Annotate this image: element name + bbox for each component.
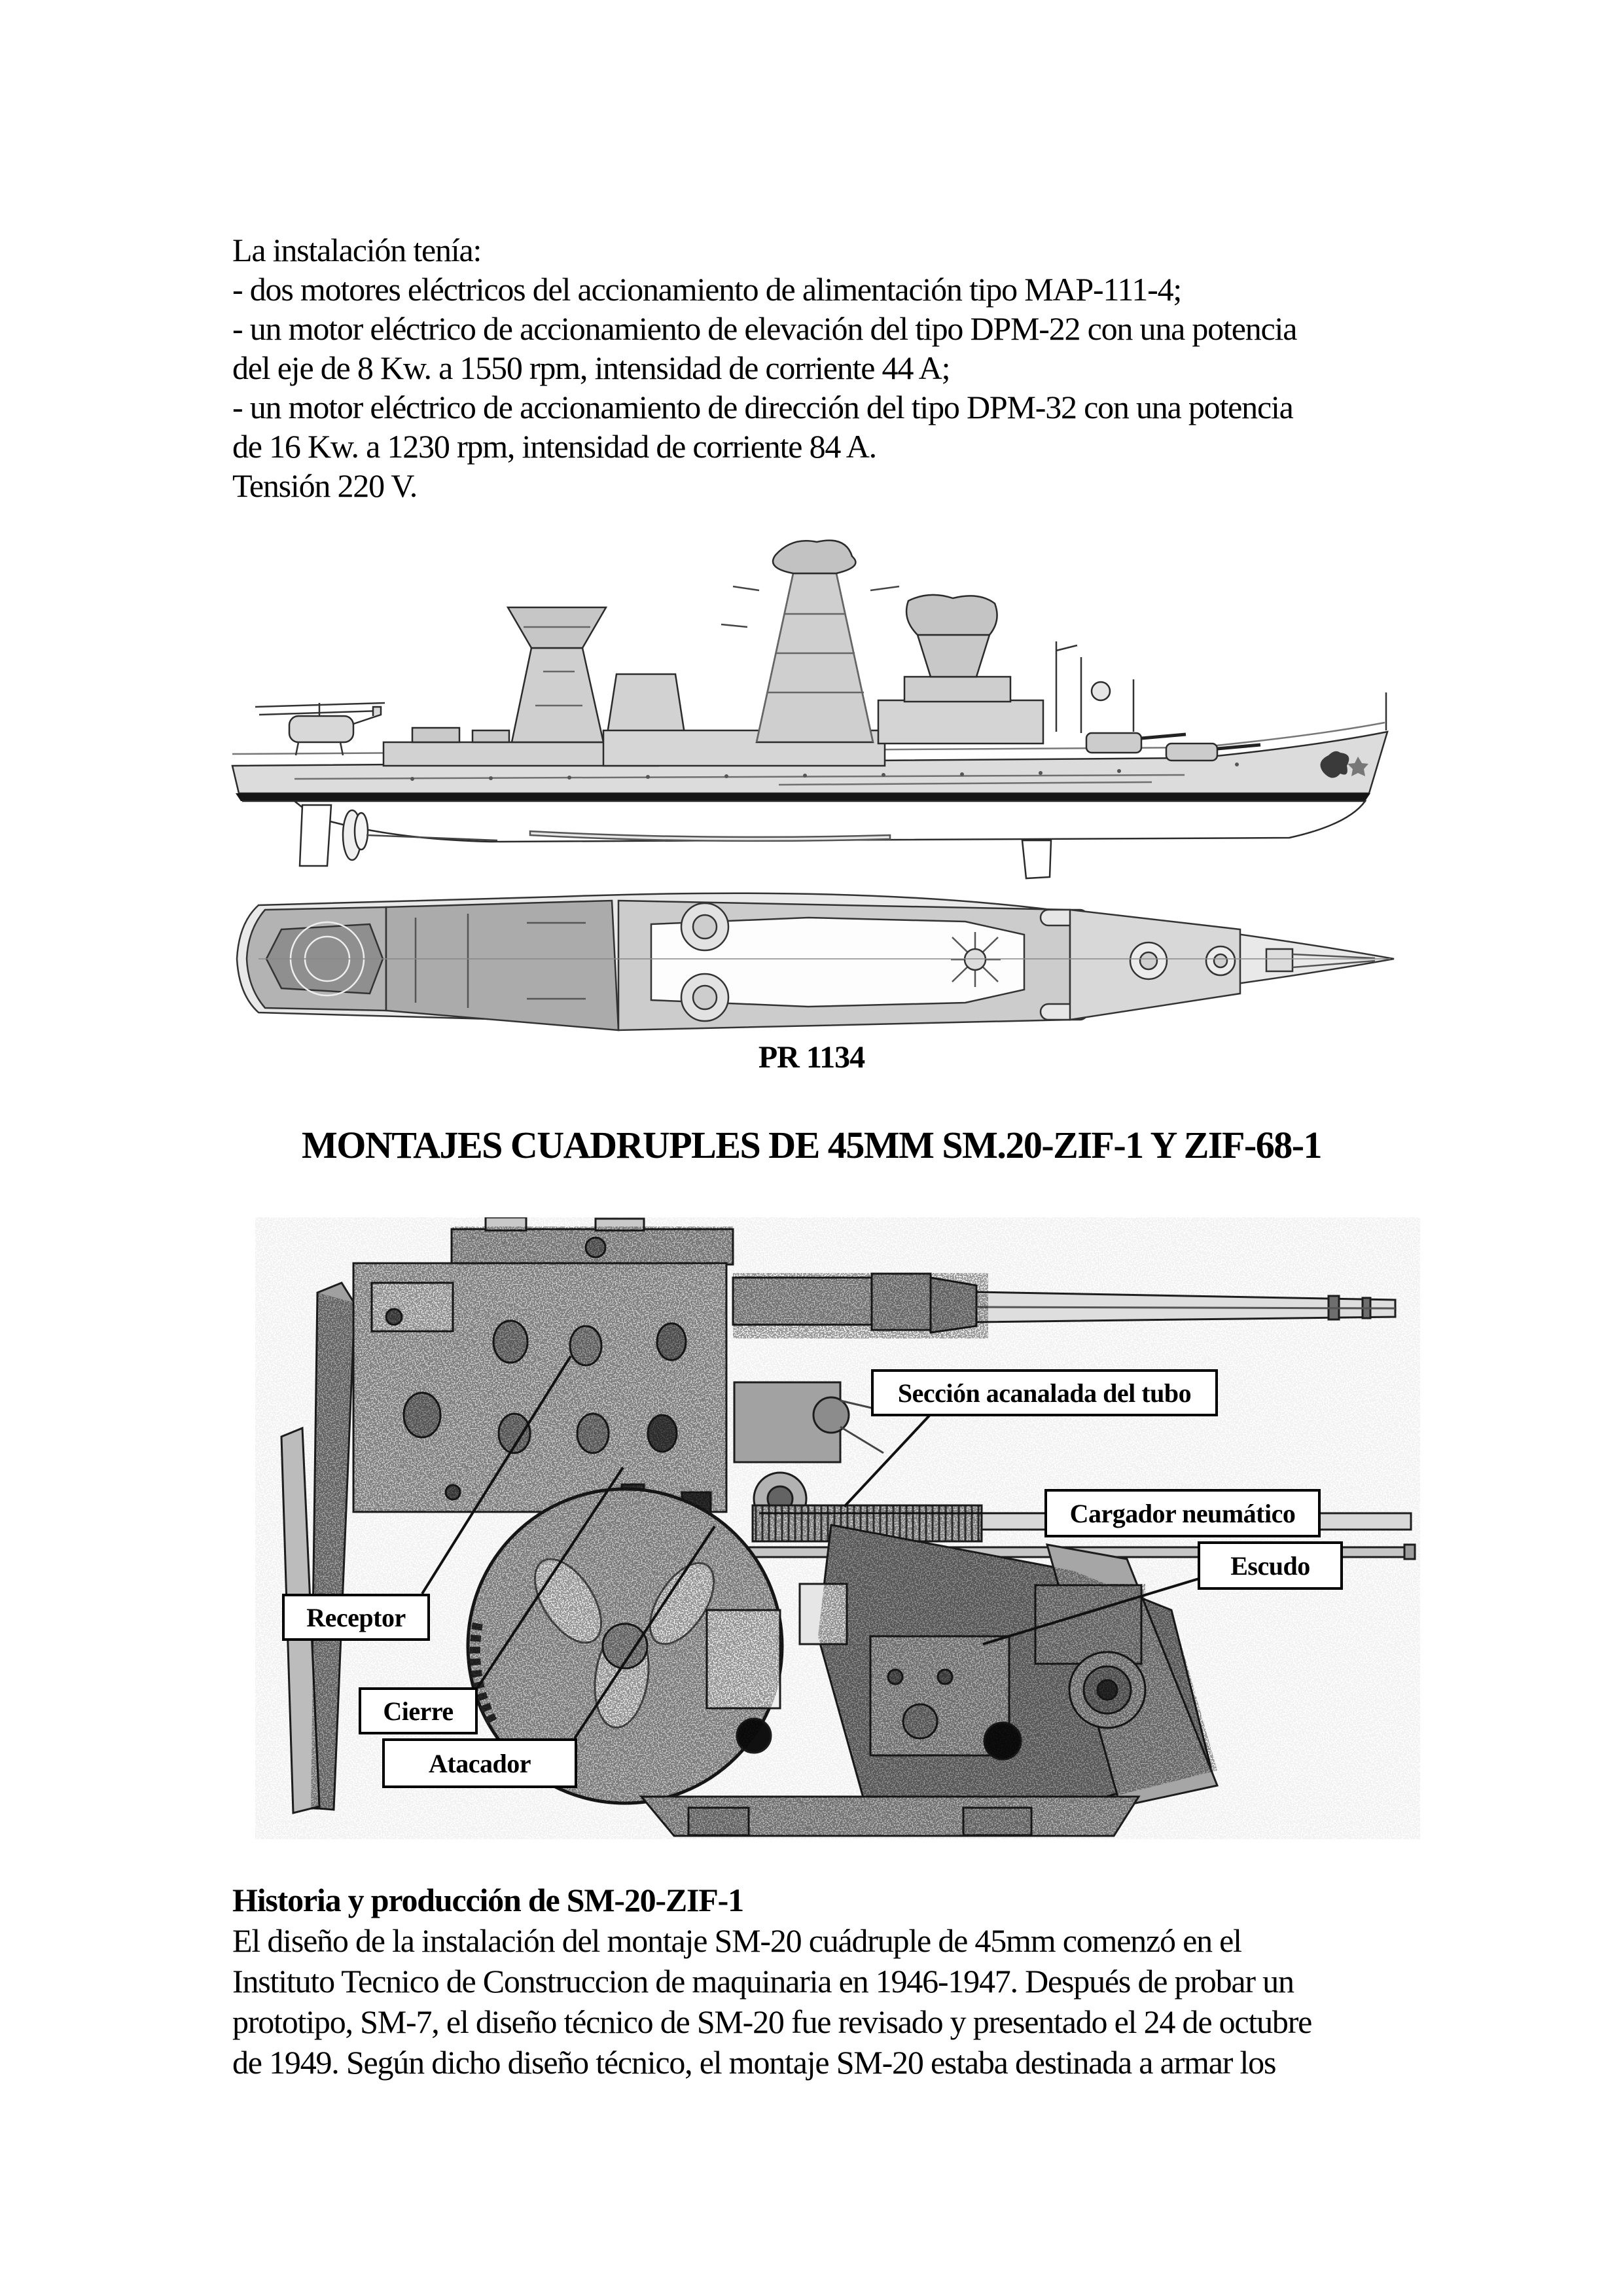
label-barrel-fluted-section: Sección acanalada del tubo <box>871 1369 1218 1416</box>
label-rammer: Atacador <box>382 1738 577 1788</box>
gun-mount-figure <box>255 1217 1420 1839</box>
label-shield: Escudo <box>1198 1541 1343 1590</box>
ship-plan-view-drawing <box>219 884 1397 1047</box>
intro-paragraph <box>232 230 1296 505</box>
figure-caption: PR 1134 <box>758 1040 865 1075</box>
history-section <box>232 1880 1311 2083</box>
intro-line: del eje de 8 Kw. a 1550 rpm, intensidad de corriente 44 A; <box>232 350 950 386</box>
intro-line: de 16 Kw. a 1230 rpm, intensidad de corriente 84 A. <box>232 428 876 465</box>
label-breechblock: Cierre <box>359 1687 478 1734</box>
intro-line: - dos motores eléctricos del accionamiento de alimentación tipo MAP-111-4; <box>232 271 1182 308</box>
history-line: El diseño de la instalación del montaje SM-20 cuádruple de 45mm comenzó en el <box>232 1922 1241 1959</box>
intro-line: - un motor eléctrico de accionamiento de dirección del tipo DPM-32 con una potencia <box>232 389 1293 425</box>
intro-line: La instalación tenía: <box>232 232 482 268</box>
label-receiver: Receptor <box>282 1594 430 1641</box>
intro-line: Tensión 220 V. <box>232 467 418 504</box>
label-pneumatic-loader: Cargador neumático <box>1044 1489 1321 1537</box>
history-line: Instituto Tecnico de Construccion de maquinaria en 1946-1947. Después de probar un <box>232 1963 1294 2000</box>
ship-side-view-drawing <box>216 535 1420 892</box>
section-heading: MONTAJES CUADRUPLES DE 45MM SM.20-ZIF-1 Y ZIF-68-1 <box>301 1124 1322 1166</box>
history-heading: Historia y producción de SM-20-ZIF-1 <box>232 1882 743 1918</box>
history-line: prototipo, SM-7, el diseño técnico de SM-20 fue revisado y presentado el 24 de octubre <box>232 2003 1312 2040</box>
history-line: de 1949. Según dicho diseño técnico, el montaje SM-20 estaba destinada a armar los <box>232 2044 1276 2081</box>
intro-line: - un motor eléctrico de accionamiento de elevación del tipo DPM-22 con una potencia <box>232 310 1297 347</box>
